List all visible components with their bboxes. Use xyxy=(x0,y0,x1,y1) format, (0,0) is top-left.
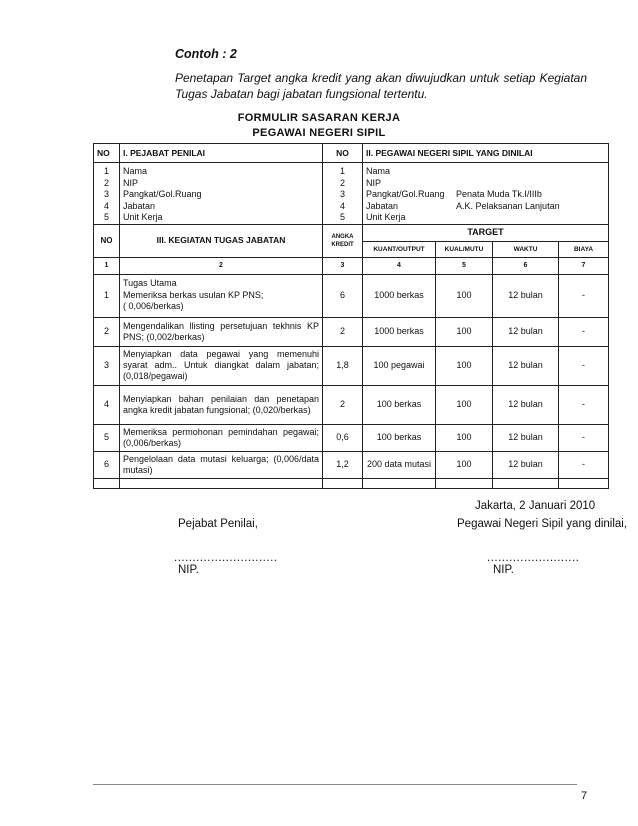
activity-kual: 100 xyxy=(436,274,493,317)
form-subtitle: PEGAWAI NEGERI SIPIL xyxy=(252,127,386,139)
form-title: FORMULIR SASARAN KERJA xyxy=(237,112,401,124)
section3-header-row xyxy=(94,224,609,241)
activity-description: Pengelolaan data mutasi keluarga; (0,006/data mutasi) xyxy=(120,451,323,478)
section2-title: II. PEGAWAI NEGERI SIPIL YANG DINILAI xyxy=(363,144,609,163)
col-number: 1 xyxy=(94,257,120,274)
activity-angka-kredit: 2 xyxy=(323,317,363,346)
activity-biaya: - xyxy=(559,346,609,385)
section3-no-label: NO xyxy=(94,224,120,257)
section2-no-label: NO xyxy=(323,144,363,163)
activity-row xyxy=(94,346,609,385)
page-number: 7 xyxy=(581,790,588,802)
section1-fields: Nama NIP Pangkat/Gol.Ruang Jabatan Unit Kerja xyxy=(120,163,323,225)
activity-row xyxy=(94,274,609,317)
activity-kuant: 1000 berkas xyxy=(363,274,436,317)
col-number: 6 xyxy=(493,257,559,274)
activity-biaya: - xyxy=(559,385,609,424)
activity-description: Menyiapkan data pegawai yang memenuhi syarat adm.. Untuk diangkat dalam jabatan; (0,018/pegawai) xyxy=(120,346,323,385)
nip-left: NIP. xyxy=(178,564,199,576)
activity-kual: 100 xyxy=(436,451,493,478)
activity-description: Tugas Utama Memeriksa berkas usulan KP PNS; ( 0,006/berkas) xyxy=(120,274,323,317)
activity-waktu: 12 bulan xyxy=(493,385,559,424)
signer-left-title: Pejabat Penilai, xyxy=(178,518,258,530)
activity-biaya: - xyxy=(559,424,609,451)
col-number: 2 xyxy=(120,257,323,274)
activity-row xyxy=(94,451,609,478)
activity-kual: 100 xyxy=(436,346,493,385)
activity-no: 1 xyxy=(94,274,120,317)
activity-description: Menyiapkan bahan penilaian dan penetapan angka kredit jabatan fungsional; (0,020/berkas) xyxy=(120,385,323,424)
empty-row xyxy=(94,478,609,488)
activity-kuant: 100 berkas xyxy=(363,385,436,424)
activity-kual: 100 xyxy=(436,424,493,451)
section1-title: I. PEJABAT PENILAI xyxy=(120,144,323,163)
section1-no-label: NO xyxy=(94,144,120,163)
activity-waktu: 12 bulan xyxy=(493,317,559,346)
activity-angka-kredit: 6 xyxy=(323,274,363,317)
activity-angka-kredit: 1,2 xyxy=(323,451,363,478)
activity-waktu: 12 bulan xyxy=(493,451,559,478)
col-kuant: KUANT/OUTPUT xyxy=(363,241,436,257)
activity-no: 5 xyxy=(94,424,120,451)
col-waktu: WAKTU xyxy=(493,241,559,257)
col-number: 4 xyxy=(363,257,436,274)
activity-waktu: 12 bulan xyxy=(493,424,559,451)
activity-no: 4 xyxy=(94,385,120,424)
section-header-row xyxy=(94,144,609,163)
footer-rule xyxy=(93,784,577,785)
col-kual: KUAL/MUTU xyxy=(436,241,493,257)
activity-kuant: 100 pegawai xyxy=(363,346,436,385)
activity-angka-kredit: 1,8 xyxy=(323,346,363,385)
col-number: 3 xyxy=(323,257,363,274)
place-date: Jakarta, 2 Januari 2010 xyxy=(475,500,596,512)
col-number: 7 xyxy=(559,257,609,274)
activity-no: 3 xyxy=(94,346,120,385)
activity-waktu: 12 bulan xyxy=(493,346,559,385)
angka-kredit-header: ANGKA KREDIT xyxy=(323,224,363,257)
column-numbers-row xyxy=(94,257,609,274)
activity-kual: 100 xyxy=(436,385,493,424)
section2-fields: Nama NIP Pangkat/Gol.Ruang Jabatan Unit Kerja Penata Muda Tk.I/IIIb A.K. Pelaksanan Lanjutan xyxy=(363,163,609,225)
col-biaya: BIAYA xyxy=(559,241,609,257)
section2-values: Penata Muda Tk.I/IIIb A.K. Pelaksanan Lanjutan xyxy=(456,189,560,211)
activity-kuant: 200 data mutasi xyxy=(363,451,436,478)
activity-kuant: 1000 berkas xyxy=(363,317,436,346)
activity-description: Mengendalikan llisting persetujuan tekhnis KP PNS; (0,002/berkas) xyxy=(120,317,323,346)
activity-angka-kredit: 2 xyxy=(323,385,363,424)
activity-row xyxy=(94,424,609,451)
example-title: Contoh : 2 xyxy=(175,47,237,61)
activity-biaya: - xyxy=(559,317,609,346)
target-header: TARGET xyxy=(363,224,609,241)
signature-line-left: ............................ xyxy=(174,552,278,564)
activity-kual: 100 xyxy=(436,317,493,346)
activity-waktu: 12 bulan xyxy=(493,274,559,317)
activity-biaya: - xyxy=(559,274,609,317)
activity-description: Memeriksa permohonan pemindahan pegawai; (0,006/berkas) xyxy=(120,424,323,451)
activity-biaya: - xyxy=(559,451,609,478)
nip-right: NIP. xyxy=(493,564,514,576)
activity-kuant: 100 berkas xyxy=(363,424,436,451)
activity-no: 2 xyxy=(94,317,120,346)
sasaran-kerja-table xyxy=(93,143,609,489)
section1-numbers: 1 2 3 4 5 xyxy=(94,163,120,225)
section2-numbers: 1 2 3 4 5 xyxy=(323,163,363,225)
section3-title: III. KEGIATAN TUGAS JABATAN xyxy=(120,224,323,257)
activity-no: 6 xyxy=(94,451,120,478)
activity-angka-kredit: 0,6 xyxy=(323,424,363,451)
activity-row xyxy=(94,317,609,346)
col-number: 5 xyxy=(436,257,493,274)
example-description: Penetapan Target angka kredit yang akan diwujudkan untuk setiap Kegiatan Tugas Jabatan bagi jabatan fungsional tertentu. xyxy=(175,71,587,101)
signer-right-title: Pegawai Negeri Sipil yang dinilai, xyxy=(457,518,628,530)
signature-line-right: ......................... xyxy=(487,552,580,564)
activity-row xyxy=(94,385,609,424)
identity-row xyxy=(94,163,609,225)
